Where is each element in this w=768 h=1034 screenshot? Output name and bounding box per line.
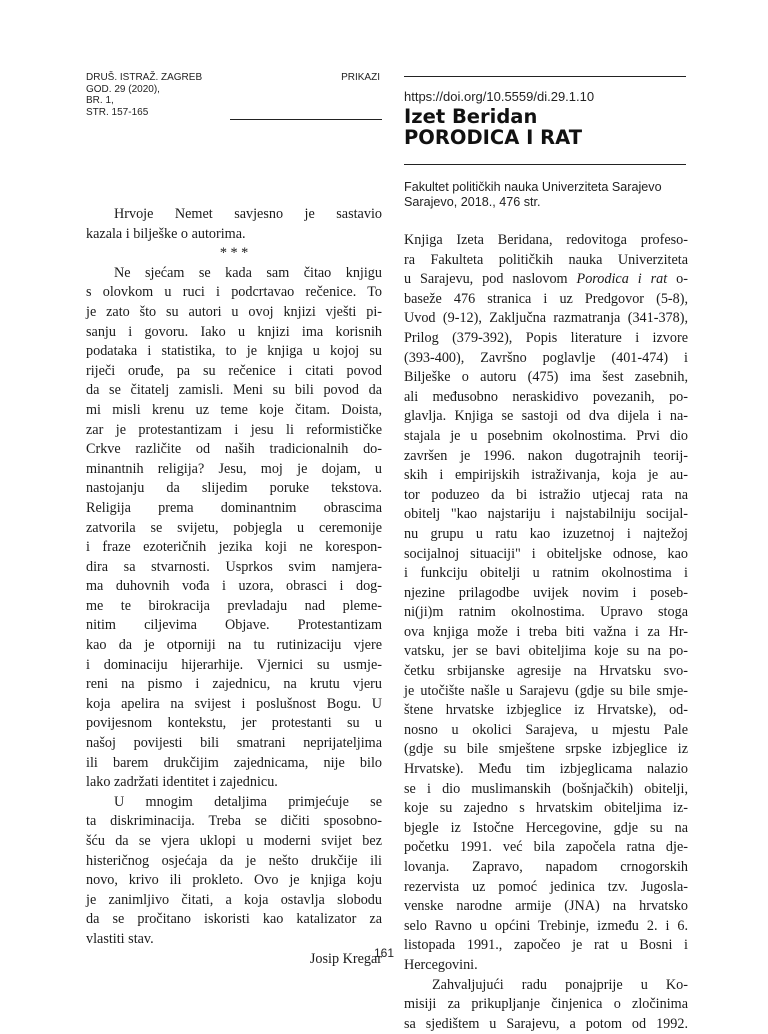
text-line: venske narodne armije (JNA) na hrvatsko [404, 898, 688, 915]
text-line: da se čitatelj zamisli. Meni su bili povod da [86, 382, 382, 399]
text-line: dira sa stvarnosti. Usprkos svim namjera- [86, 558, 382, 575]
text-line: Prilog (379-392), Popis literature i izvore [404, 329, 688, 346]
book-author: Izet Beridan [404, 105, 538, 128]
text-line: u Sarajevu, pod naslovom Porodica i rat o- [404, 271, 689, 288]
text-line: Zahvaljujući radu ponajprije u Ko- [432, 976, 688, 993]
text-line: Religija prema dominantnim obrascima [86, 499, 382, 516]
text-line: Hercegovini. [404, 956, 478, 973]
meta-line: BR. 1, [86, 95, 114, 106]
text-line: Bilješke o autoru (475) ima šest zasebnih, [404, 369, 688, 386]
text-line: skih i empirijskih istraživanja, koja je au- [404, 467, 688, 484]
text-line: je zato što su autori u ovoj knjizi vješti pi- [86, 303, 382, 320]
text-line: koja apelira na svijest i poslušnost Bogu. U [86, 695, 382, 712]
text-line: Uvod (9-12), Zaključna razmatranja (341-378), [404, 310, 688, 327]
text-line: je utočište našle u Sarajevu (gdje su bile smje- [404, 682, 688, 699]
text-line: štene hrvatske izbjeglice iz Hrvatske), od- [404, 702, 688, 719]
text-line: lovanja. Zapravo, napadom crnogorskih [404, 859, 688, 875]
text-line: listopada 1991., započeo je rat u Bosni i [404, 937, 688, 954]
text-line: kao da je otporniji na tu rutinizaciju vjere [86, 637, 382, 654]
text-line: našoj povijesti bili smatrani neprijateljima [86, 735, 382, 752]
text-line: misiji za prikupljanje činjenica o zločinima [404, 996, 688, 1013]
text-line: završen je 1996. nakon dugotrajnih teorij- [404, 447, 688, 464]
text-line: ta diskriminacija. Treba se dičiti sposobno- [86, 813, 382, 830]
text-line: početku 1991. već bila započela ratna dje- [404, 839, 688, 856]
top-divider [404, 76, 686, 77]
journal-meta [86, 72, 382, 118]
text-line: i fraze ezoteričnih jezika koji ne korespon- [86, 539, 382, 556]
meta-line: STR. 157-165 [86, 106, 149, 118]
right-text-column [404, 231, 688, 1034]
text-line: ili barem drukčijim zajednicama, nije bilo [86, 754, 382, 771]
text-line: Ne sjećam se kada sam čitao knjigu [114, 264, 382, 281]
section-label: PRIKAZI [341, 72, 380, 83]
text-line: nitim ciljevima Objave. Protestantizam [86, 617, 382, 634]
text-line: ra Fakulteta političkih nauka Univerziteta [404, 251, 688, 268]
text-line: ni(ji)m ratnim okolnostima. Upravo stoga [404, 604, 688, 621]
text-line: njezine prilagodbe uvijek novim i poseb- [404, 584, 688, 601]
text-line: vatsku, jer se bavi obiteljima koje su na po- [404, 643, 688, 660]
text-line: (393-400), Završno poglavlje (401-474) i [404, 349, 688, 366]
text-line: nosno u okolici Sarajeva, u mjestu Pale [404, 721, 688, 738]
publisher-line: Fakultet političkih nauka Univerziteta Sarajevo [404, 180, 662, 194]
text-line: s olovkom u ruci i podcrtavao rečenice. To [86, 284, 382, 301]
text-line: nastojanju da slijedim poruke tekstova. [86, 480, 382, 497]
text-line: Crkve različite od naših tradicionalnih do- [86, 441, 382, 458]
italic-title: Porodica i rat [576, 271, 668, 288]
text-line: Knjiga Izeta Beridana, redovitoga profeso- [404, 232, 688, 248]
publisher-line: Sarajevo, 2018., 476 str. [404, 195, 541, 209]
text-line: i dominaciju hijerarhije. Vjernici su usmje- [86, 656, 382, 673]
text-line: podataka i statistika, to je knjiga u kojoj su [86, 343, 382, 360]
text-line: baseže 476 stranica i uz Predgovor (5-8), [404, 290, 688, 307]
text-line: koje su zajedno s hrvatskim obiteljima iz- [404, 800, 688, 817]
text-line: je zanimljivo čitati, a koja ostavlja slobodu [86, 891, 382, 908]
text-line: Josip Kregar [309, 950, 382, 967]
text-line: U mnogim detaljima primjećuje se [114, 793, 382, 810]
text-line: šću da se vjera uklopi u moderni svijet bez [86, 833, 382, 849]
journal-meta-lines [86, 72, 382, 118]
text-line: zar je protestantizam i jesu li reformističke [86, 421, 382, 438]
text-line: da se pročitano iskoristi kao katalizator za [86, 911, 382, 928]
text-line: kazala i bilješke o autorima. [86, 225, 246, 242]
text-line: socijalnoj situaciji" i obiteljske odnose, kao [404, 545, 688, 562]
text-line: se i dio muslimanskih (bošnjačkih) obitelji, [404, 780, 688, 797]
text-line: nu grupu u ratu kao izuzetnoj i najtežoj [404, 525, 688, 542]
text-line: lako zadržati identitet i zajednicu. [86, 774, 278, 791]
text-line: ma duhovnih vođa i uzora, obrasci i dog- [86, 578, 382, 595]
left-text-column [86, 205, 382, 969]
text-line: četku srbijanske agresije na Hrvatsku svo- [404, 663, 688, 680]
text-line: zatvorila se svijetu, pobjegla u ceremonije [86, 519, 382, 536]
text-line: bjegle iz Istočne Hercegovine, gdje su na [404, 819, 688, 836]
publisher-info [404, 180, 688, 210]
text-line: stajala je u posebnim okolnostima. Prvi dio [404, 427, 688, 444]
text-line: vlastiti stav. [86, 930, 154, 947]
text-line: Hrvoje Nemet savjesno je sastavio [114, 206, 382, 222]
text-line: histeričnog osjećaja da je nešto drukčije ili [86, 852, 382, 869]
text-line: tor poduzeo da bi istražio utjecaj rata na [404, 486, 688, 503]
text-line: riječi oruđe, pa su rečenice i citati povod [86, 362, 382, 379]
text-line: selo Ravno u općini Trebinje, između 2. i 6. [404, 917, 688, 934]
meta-line: DRUŠ. ISTRAŽ. ZAGREB [86, 72, 203, 83]
text-line: sa sjedištem u Sarajevu, a potom od 1992. [404, 1015, 688, 1032]
book-title: PORODICA I RAT [404, 126, 583, 149]
text-line: reni na pismo i zajednicu, na krutu vjeru [86, 676, 382, 693]
text-line: sanju i govoru. Iako u knjizi ima korisnih [86, 323, 382, 340]
text-line: ova knjiga može i treba biti važna i za Hr- [404, 623, 688, 640]
text-line: novo, krivo ili prokleto. Ovo je knjiga koju [86, 872, 382, 889]
text-line: glavlja. Knjiga se sastoji od dva dijela i na- [404, 408, 688, 425]
page-number: 161 [373, 946, 395, 960]
text-line: Hrvatske). Među tim izbjeglicama nalazio [404, 761, 688, 778]
text-line: * * * [219, 245, 249, 262]
text-line: (gdje su bile smještene srpske izbjeglice iz [404, 741, 688, 758]
text-line: mi misli krenu uz teme koje čitam. Doista, [86, 401, 382, 418]
heading-divider [404, 164, 686, 165]
doi-link[interactable]: https://doi.org/10.5559/di.29.1.10 [404, 89, 595, 104]
text-line: obitelj "kao najstariju i najstabilniju socijal- [404, 506, 688, 523]
text-line: povijesnom kontekstu, jer protestanti su u [86, 715, 382, 732]
meta-line: GOD. 29 (2020), [86, 83, 160, 95]
text-line: ali međusobno neraskidivo povezanih, po- [404, 388, 688, 405]
meta-divider [230, 119, 382, 120]
text-line: rezervista uz pomoć jedinica tzv. Jugosla- [404, 878, 688, 895]
text-line: i funkciju obitelji u ratnim okolnostima i [404, 565, 688, 582]
text-line: me te birokracija prevladaju nad pleme- [86, 597, 382, 614]
text-line: minantnih religija? Jesu, moj je dojam, u [86, 460, 382, 477]
book-heading [404, 106, 582, 148]
